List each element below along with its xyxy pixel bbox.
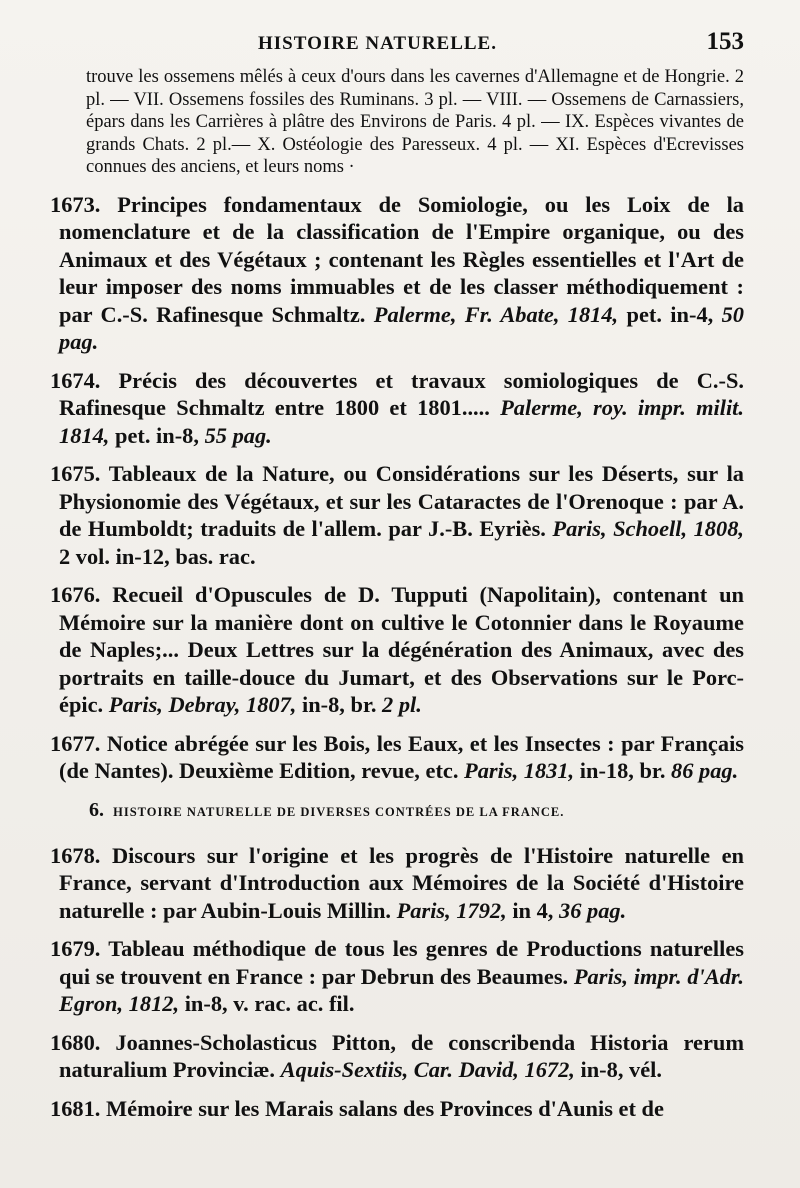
entry-number: 1674. — [50, 367, 101, 393]
section-heading — [89, 799, 744, 822]
entry-imprint: Aquis-Sextiis, Car. David, 1672, — [280, 1057, 575, 1082]
bibliography-entry — [50, 730, 744, 785]
entry-format: in-8, vél. — [580, 1057, 662, 1082]
entry-imprint: Paris, impr. d'Adr. Egron, 1812, — [59, 963, 744, 1016]
entry-text: Tableau méthodique de tous les genres de Productions naturelles qui se trouvent en France : par Debrun des Beaumes. — [59, 936, 744, 989]
entry-imprint: Paris, 1792, — [396, 897, 507, 923]
entry-text: Principes fondamentaux de Somiologie, ou les Loix de la nomenclature et de la classification de l'Empire organique, ou des Animaux et des Végétaux ; contenant les Règles essentielles et l'Art de leur imposer des noms immuables et de les classer méthodiquement : par C.-S. Rafinesque Schmaltz. — [59, 191, 744, 327]
running-head — [50, 28, 744, 56]
section-number: 6. — [89, 798, 104, 821]
entry-pages: 50 pag. — [59, 301, 744, 354]
entry-text: Discours sur l'origine et les progrès de l'Histoire naturelle en France, servant d'Introduction aux Mémoires de la Société d'Histoire naturelle : par Aubin-Louis Millin. — [59, 842, 744, 923]
entry-number: 1677. — [50, 730, 101, 756]
entries-list-b — [50, 842, 744, 1123]
bibliography-entry — [50, 581, 744, 719]
bibliography-entry — [50, 935, 744, 1018]
page-number: 153 — [706, 28, 744, 55]
entry-format: 2 vol. in-12, bas. rac. — [59, 543, 256, 569]
entry-format: in-18, br. — [579, 758, 666, 783]
entry-imprint: Paris, 1831, — [464, 758, 575, 783]
entry-number: 1678. — [50, 842, 101, 868]
entry-imprint: Paris, Schoell, 1808, — [552, 516, 744, 541]
entry-pages: 86 pag. — [671, 758, 739, 783]
entry-text: Tableaux de la Nature, ou Considérations sur les Déserts, sur la Physionomie des Végétaux, et sur les Cataractes de l'Orenoque : par A. de Humboldt; traduits de l'allem. par J.-B. Eyriès. — [59, 461, 744, 541]
entry-pages: 2 pl. — [382, 692, 422, 717]
entries-list-a — [50, 191, 744, 785]
entry-number: 1676. — [50, 582, 101, 607]
entry-format: in 4, — [512, 897, 554, 923]
entry-imprint: Palerme, Fr. Abate, 1814, — [373, 301, 619, 327]
entry-number: 1673. — [50, 191, 101, 217]
entry-format: pet. in-8, — [115, 422, 199, 448]
entry-format: pet. in-4, — [626, 301, 714, 327]
bibliography-entry — [50, 191, 744, 356]
running-title: HISTOIRE NATURELLE. — [258, 33, 497, 54]
entry-format: in-8, v. rac. ac. fil. — [184, 991, 355, 1016]
bibliography-entry — [50, 1095, 744, 1123]
entry-number: 1679. — [50, 936, 101, 961]
entry-number: 1681. — [50, 1095, 101, 1121]
entry-pages: 55 pag. — [204, 422, 272, 448]
continued-entry-text: trouve les ossemens mêlés à ceux d'ours dans les cavernes d'Allemagne et de Hongrie. 2 pl. — VII. Ossemens fossiles des Ruminans. 3 pl. — VIII. — Ossemens de Carnassiers, épars dans les Carrières à plâtre des Environs de Paris. 4 pl. — IX. Espèces vivantes de grands Chats. 2 pl.— X. Ostéologie des Paresseux. 4 pl. — XI. Espèces d'Ecrevisses connues des anciens, et leurs noms · — [86, 67, 744, 177]
entry-format: in-8, br. — [301, 692, 377, 717]
entry-number: 1680. — [50, 1029, 101, 1055]
entry-pages: 36 pag. — [559, 897, 627, 923]
bibliography-entry — [50, 842, 744, 925]
entry-text: Mémoire sur les Marais salans des Provinces d'Aunis et de — [106, 1095, 664, 1121]
entry-number: 1675. — [50, 461, 101, 486]
entry-text: Recueil d'Opuscules de D. Tupputi (Napolitain), contenant un Mémoire sur la manière dont on cultive le Cotonnier dans le Royaume de Naples;... Deux Lettres sur la dégénération des Animaux, avec des portraits en taille-douce du Jumart, et des Observations sur le Porc-épic. — [59, 582, 744, 717]
bibliography-entry — [50, 367, 744, 450]
bibliography-entry — [50, 1029, 744, 1084]
section-title: HISTOIRE NATURELLE DE DIVERSES CONTRÉES DE LA FRANCE. — [113, 804, 565, 819]
entry-text: Joannes-Scholasticus Pitton, de conscribenda Historia rerum naturalium Provinciæ. — [59, 1029, 744, 1082]
entry-text: Notice abrégée sur les Bois, les Eaux, et les Insectes : par Français (de Nantes). Deuxième Edition, revue, etc. — [59, 730, 745, 783]
bibliography-entry — [50, 460, 744, 570]
entry-imprint: Palerme, roy. impr. milit. 1814, — [59, 395, 744, 448]
entry-text: Précis des découvertes et travaux somiologiques de C.-S. Rafinesque Schmaltz entre 1800 et 1801..... — [59, 367, 744, 420]
entry-imprint: Paris, Debray, 1807, — [108, 692, 297, 717]
